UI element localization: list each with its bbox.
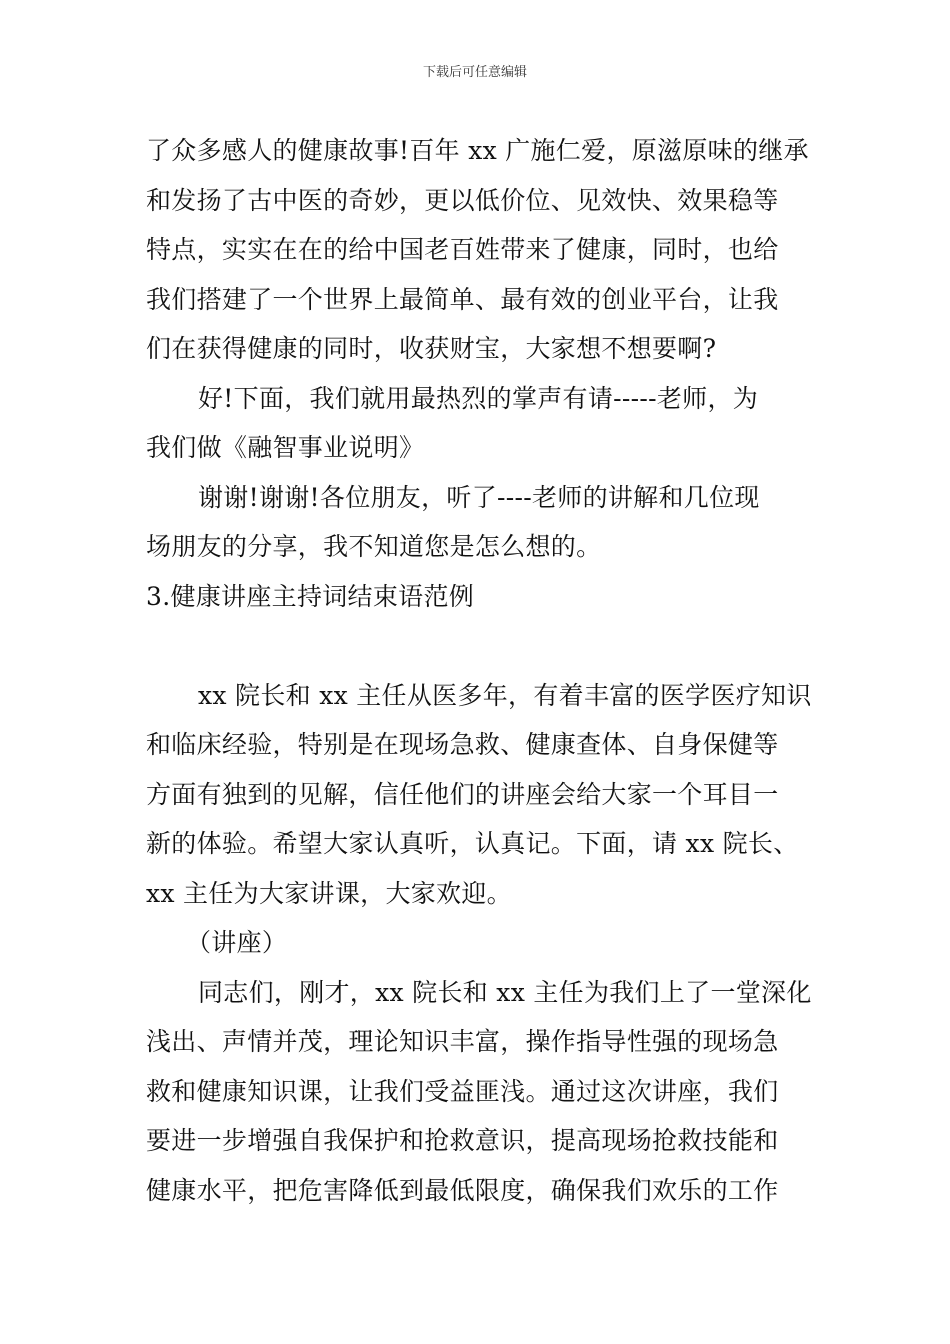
- text-line: 场朋友的分享，我不知道您是怎么想的。: [146, 532, 602, 561]
- text-line: 和发扬了古中医的奇妙，更以低价位、见效快、效果稳等: [146, 185, 779, 215]
- text-line: 了众多感人的健康故事!百年 xx 广施仁爱，原滋原味的继承: [146, 136, 809, 165]
- text-line: xx 院长和 xx 主任从医多年，有着丰富的医学医疗知识: [198, 680, 812, 710]
- text-line: 要进一步增强自我保护和抢救意识，提高现场抢救技能和: [146, 1126, 779, 1155]
- text-line: 浅出、声情并茂，理论知识丰富，操作指导性强的现场急: [146, 1027, 779, 1056]
- text-line: 我们搭建了一个世界上最简单、最有效的创业平台，让我: [146, 284, 779, 314]
- section-heading: 3.健康讲座主持词结束语范例: [146, 581, 475, 611]
- text-line: 谢谢!谢谢!各位朋友，听了----老师的讲解和几位现: [198, 482, 760, 512]
- page-header-note: 下载后可任意编辑: [422, 65, 527, 80]
- text-line: 特点，实实在在的给中国老百姓带来了健康，同时，也给: [146, 235, 779, 264]
- text-line: 和临床经验，特别是在现场急救、健康查体、自身保健等: [146, 730, 779, 759]
- text-line: 新的体验。希望大家认真听，认真记。下面，请 xx 院长、: [146, 829, 799, 858]
- text-line: 好!下面，我们就用最热烈的掌声有请-----老师，为: [198, 383, 759, 413]
- text-line: （讲座）: [186, 928, 288, 957]
- text-line: 健康水平，把危害降低到最低限度，确保我们欢乐的工作: [146, 1175, 779, 1205]
- text-line: xx 主任为大家讲课，大家欢迎。: [146, 878, 512, 908]
- document-body: [146, 126, 826, 1215]
- text-line: 方面有独到的见解，信任他们的讲座会给大家一个耳目一: [146, 779, 779, 809]
- text-line: 我们做《融智事业说明》: [146, 433, 425, 462]
- text-line: 们在获得健康的同时，收获财宝，大家想不想要啊?: [146, 334, 717, 363]
- text-line: 救和健康知识课，让我们受益匪浅。通过这次讲座，我们: [146, 1076, 779, 1106]
- text-line: 同志们，刚才，xx 院长和 xx 主任为我们上了一堂深化: [198, 977, 812, 1007]
- blank-line: [146, 621, 826, 671]
